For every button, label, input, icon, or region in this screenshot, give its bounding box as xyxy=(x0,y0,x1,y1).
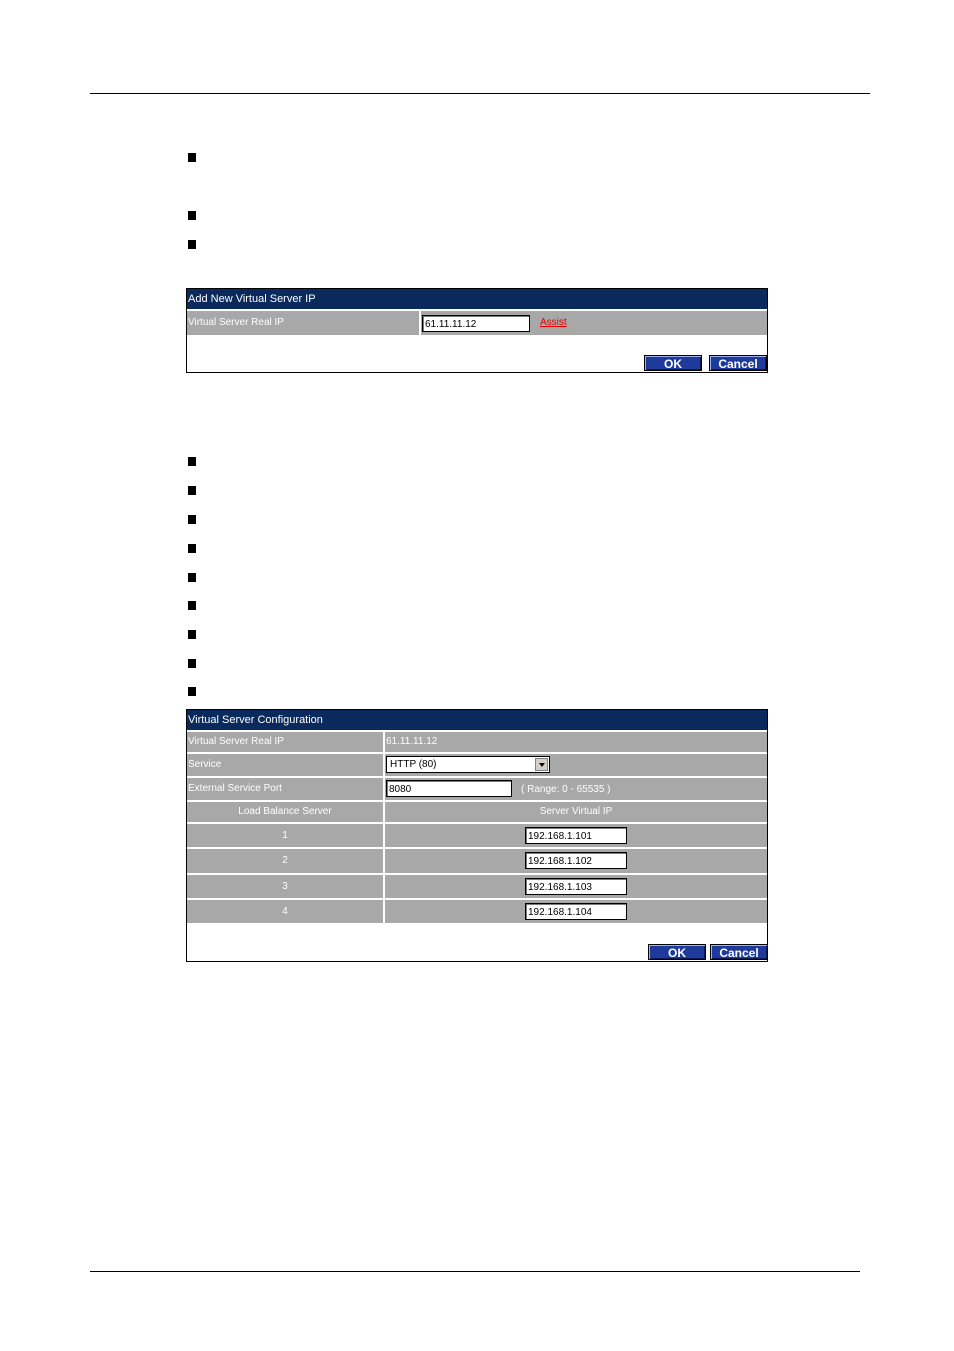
col-load-balance-header: Load Balance Server xyxy=(238,806,332,817)
column-divider xyxy=(383,875,385,898)
port-range-hint: ( Range: 0 - 65535 ) xyxy=(521,784,611,795)
bullet-marker xyxy=(188,544,196,553)
server-ip-input[interactable]: 192.168.1.104 xyxy=(525,903,627,920)
server-index: 2 xyxy=(282,855,288,866)
ok-button[interactable]: OK xyxy=(648,944,706,960)
column-divider xyxy=(419,311,421,335)
server-ip-input[interactable]: 192.168.1.102 xyxy=(525,852,627,869)
col-server-ip-header: Server Virtual IP xyxy=(539,806,613,817)
service-label: Service xyxy=(188,759,222,770)
server-ip-input[interactable]: 192.168.1.101 xyxy=(525,827,627,844)
table-row xyxy=(187,849,767,873)
cancel-button[interactable]: Cancel xyxy=(710,944,768,960)
real-ip-row xyxy=(187,311,767,335)
service-row xyxy=(187,754,767,776)
bullet-marker xyxy=(188,240,196,249)
service-selected-value: HTTP (80) xyxy=(390,759,437,770)
panel-title: Add New Virtual Server IP xyxy=(187,289,767,309)
bullet-marker xyxy=(188,630,196,639)
assist-link[interactable]: Assist xyxy=(540,317,567,328)
column-divider xyxy=(383,754,385,776)
bullet-marker xyxy=(188,211,196,220)
real-ip-label: Virtual Server Real IP xyxy=(188,736,284,747)
bullet-marker xyxy=(188,457,196,466)
real-ip-label: Virtual Server Real IP xyxy=(188,317,284,328)
table-header-row xyxy=(187,802,767,822)
table-row xyxy=(187,824,767,847)
table-row xyxy=(187,875,767,898)
server-index: 3 xyxy=(282,881,288,892)
column-divider xyxy=(383,849,385,873)
external-port-row xyxy=(187,778,767,800)
bullet-marker xyxy=(188,573,196,582)
cancel-button[interactable]: Cancel xyxy=(709,355,767,371)
column-divider xyxy=(383,824,385,847)
real-ip-value: 61.11.11.12 xyxy=(386,736,438,747)
column-divider xyxy=(383,778,385,800)
header-rule xyxy=(90,93,870,94)
footer-rule xyxy=(90,1271,860,1272)
table-row xyxy=(187,900,767,923)
server-index: 4 xyxy=(282,906,288,917)
add-virtual-server-panel xyxy=(186,288,768,373)
service-select[interactable] xyxy=(386,756,550,773)
column-divider xyxy=(383,732,385,752)
virtual-server-config-panel xyxy=(186,709,768,962)
bullet-marker xyxy=(188,515,196,524)
bullet-marker xyxy=(188,687,196,696)
column-divider xyxy=(383,900,385,923)
real-ip-row xyxy=(187,732,767,752)
bullet-marker xyxy=(188,659,196,668)
bullet-marker xyxy=(188,486,196,495)
ok-button[interactable]: OK xyxy=(644,355,702,371)
server-ip-input[interactable]: 192.168.1.103 xyxy=(525,878,627,895)
real-ip-input[interactable]: 61.11.11.12 xyxy=(422,315,530,332)
bullet-marker xyxy=(188,153,196,162)
bullet-marker xyxy=(188,601,196,610)
server-index: 1 xyxy=(282,830,288,841)
chevron-down-icon[interactable] xyxy=(535,758,548,771)
panel-title: Virtual Server Configuration xyxy=(187,710,767,730)
external-port-label: External Service Port xyxy=(188,783,282,794)
external-port-input[interactable]: 8080 xyxy=(386,780,512,797)
